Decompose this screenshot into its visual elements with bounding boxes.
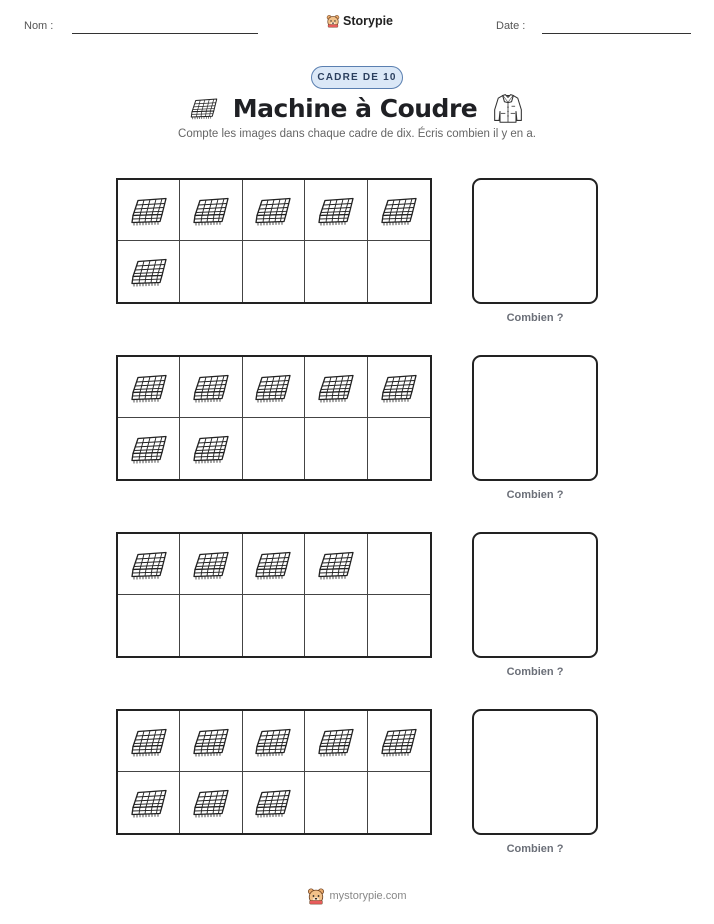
frame-cell [305,180,367,241]
frame-cell [243,357,305,418]
frame-cell [118,595,180,656]
frame-cell [368,357,430,418]
folded-fabric-icon [379,194,419,227]
folded-fabric-icon [129,371,169,404]
name-label: Nom : [24,20,54,32]
frame-cell [118,418,180,479]
name-line[interactable] [72,33,258,34]
frame-cell [118,534,180,595]
frame-cell [180,357,242,418]
ten-frame [116,355,432,481]
frame-cell [368,595,430,656]
frame-cell [243,180,305,241]
ten-frame [116,709,432,835]
answer-label: Combien ? [506,666,564,678]
frame-cell [118,711,180,772]
frame-cell [118,241,180,302]
frame-cell [243,418,305,479]
frame-cell [368,180,430,241]
folded-fabric-icon [129,786,169,819]
frame-cell [305,772,367,833]
bear-icon [326,14,340,28]
frame-cell [180,595,242,656]
title-row [0,92,714,124]
instructions: Compte les images dans chaque cadre de dix. Écris combien il y en a. [178,128,536,140]
frame-cell [180,180,242,241]
folded-fabric-icon [253,548,293,581]
folded-fabric-icon [316,725,356,758]
folded-fabric-icon [191,548,231,581]
answer-label: Combien ? [506,843,564,855]
frame-cell [305,534,367,595]
ten-frame [116,178,432,304]
frame-cell [243,595,305,656]
frame-cell [180,772,242,833]
folded-fabric-icon [316,194,356,227]
frame-cell [243,241,305,302]
frame-cell [305,595,367,656]
frame-cell [243,711,305,772]
frame-cell [305,241,367,302]
folded-fabric-icon [189,96,219,120]
folded-fabric-icon [129,194,169,227]
answer-box[interactable] [472,178,598,304]
answer-box[interactable] [472,709,598,835]
shirt-icon [491,92,525,124]
frame-cell [305,418,367,479]
folded-fabric-icon [316,548,356,581]
frame-cell [180,418,242,479]
frame-cell [243,534,305,595]
frame-cell [180,241,242,302]
answer-label: Combien ? [506,312,564,324]
brand-name: Storypie [343,14,394,28]
frame-cell [118,180,180,241]
folded-fabric-icon [129,725,169,758]
worksheet-badge: CADRE DE 10 [311,66,403,89]
frame-cell [305,357,367,418]
folded-fabric-icon [316,371,356,404]
frame-cell [368,711,430,772]
frame-cell [118,357,180,418]
folded-fabric-icon [129,255,169,288]
folded-fabric-icon [129,548,169,581]
frame-cell [180,534,242,595]
brand-logo [326,14,393,28]
answer-box[interactable] [472,532,598,658]
footer [0,887,714,905]
frame-cell [180,711,242,772]
folded-fabric-icon [253,725,293,758]
frame-cell [243,772,305,833]
frame-cell [368,418,430,479]
bear-icon [307,887,325,905]
folded-fabric-icon [253,371,293,404]
date-label: Date : [496,20,526,32]
folded-fabric-icon [191,371,231,404]
folded-fabric-icon [191,725,231,758]
folded-fabric-icon [379,371,419,404]
frame-cell [305,711,367,772]
folded-fabric-icon [379,725,419,758]
date-line[interactable] [542,33,691,34]
folded-fabric-icon [191,786,231,819]
footer-url: mystorypie.com [329,890,407,902]
answer-box[interactable] [472,355,598,481]
folded-fabric-icon [191,432,231,465]
folded-fabric-icon [129,432,169,465]
frame-cell [368,241,430,302]
answer-label: Combien ? [506,489,564,501]
folded-fabric-icon [253,786,293,819]
frame-cell [118,772,180,833]
page-title: Machine à Coudre [232,93,478,123]
ten-frame [116,532,432,658]
folded-fabric-icon [191,194,231,227]
folded-fabric-icon [253,194,293,227]
frame-cell [368,772,430,833]
frame-cell [368,534,430,595]
